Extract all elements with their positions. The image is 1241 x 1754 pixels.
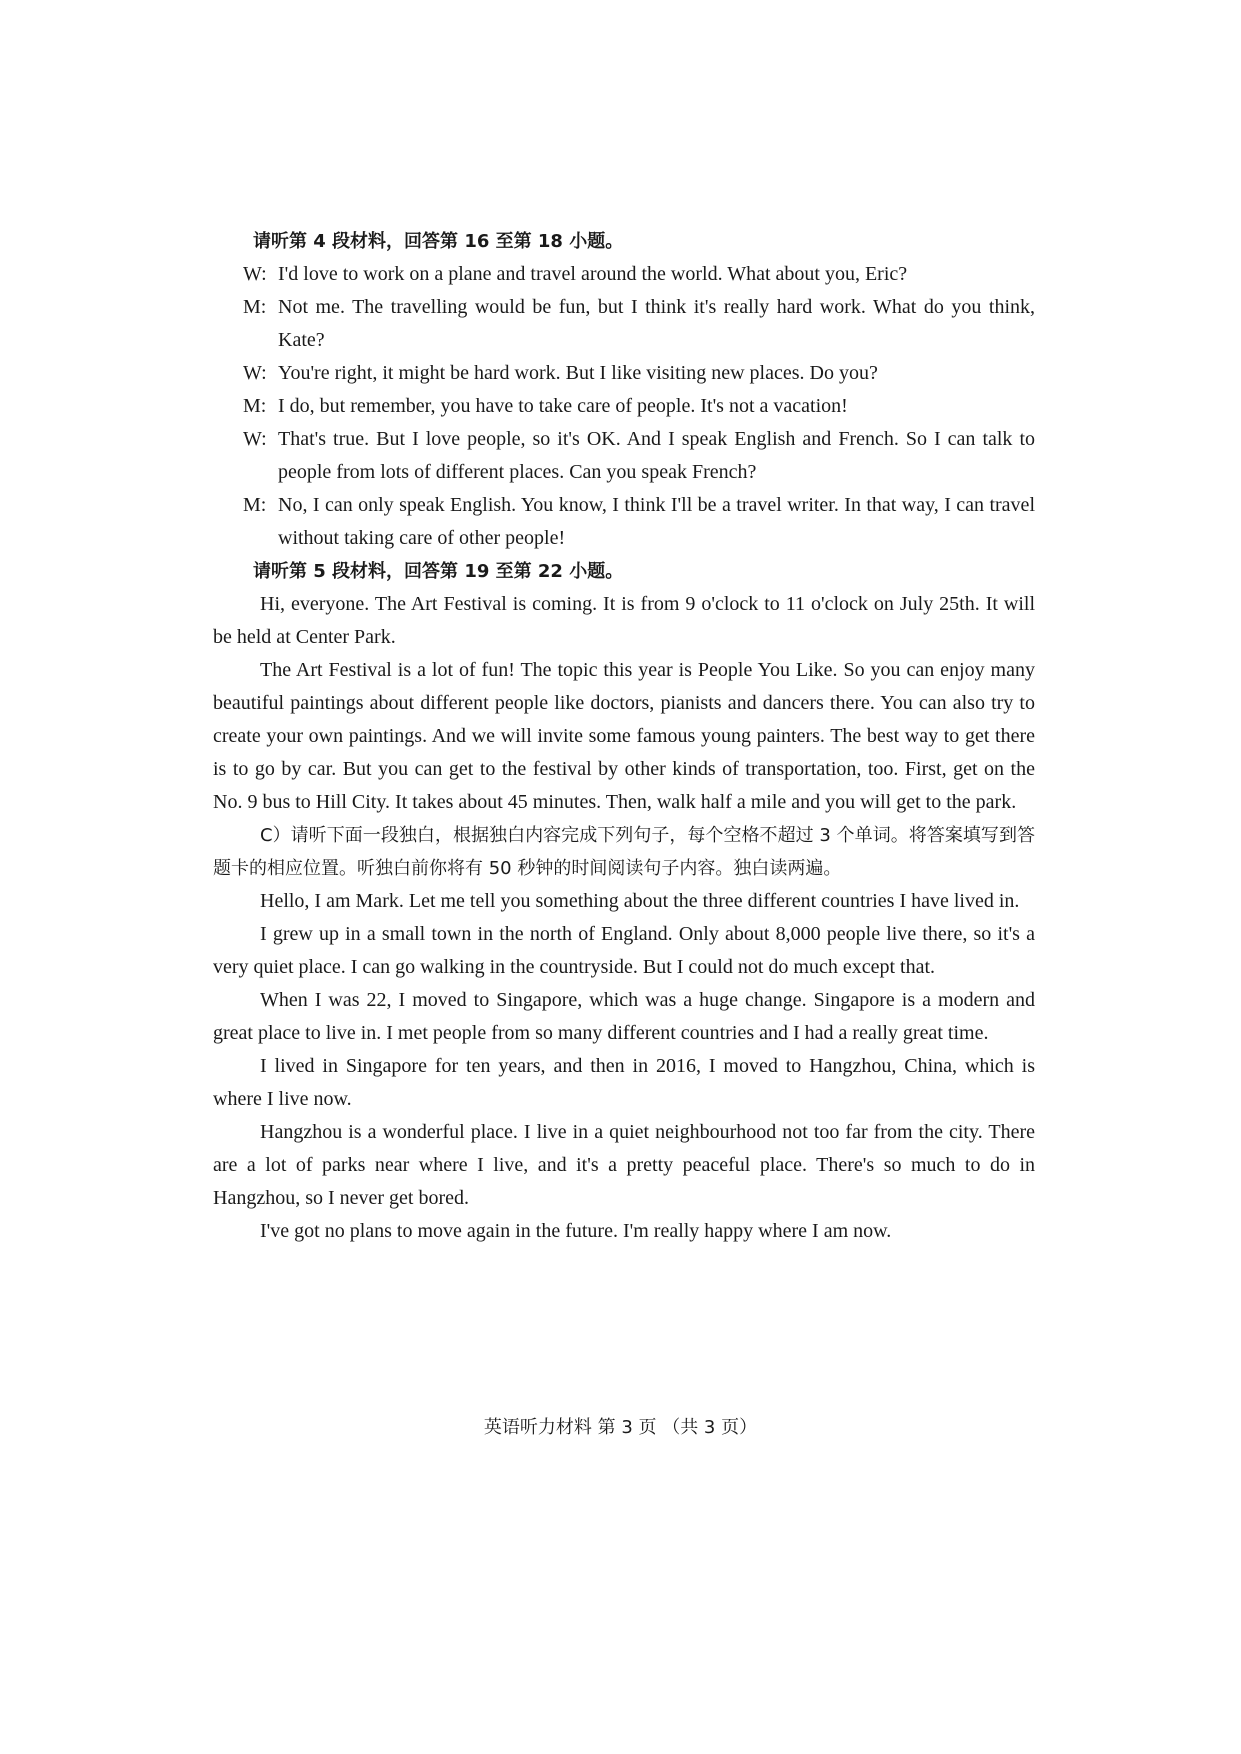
speaker-label: W: xyxy=(243,428,267,450)
speaker-label: M: xyxy=(243,296,267,318)
dialogue-text: I'd love to work on a plane and travel around the world. What about you, Eric? xyxy=(278,263,908,285)
dialogue-line xyxy=(243,291,1035,357)
dialogue-text: You're right, it might be hard work. But I like visiting new places. Do you? xyxy=(278,362,878,384)
monologue-paragraph: Hello, I am Mark. Let me tell you something about the three different countries I have lived in. xyxy=(260,890,1020,912)
dialogue-text: That's true. But I love people, so it's OK. And I speak English and French. So I can talk to people from lots of different places. Can you speak French? xyxy=(278,428,1035,483)
monologue-paragraph: I grew up in a small town in the north of England. Only about 8,000 people live there, so it's a very quiet place. I can go walking in the countryside. But I could not do much except that. xyxy=(213,923,1035,978)
dialogue-line xyxy=(243,357,1035,390)
dialogue-text: I do, but remember, you have to take care of people. It's not a vacation! xyxy=(278,395,848,417)
section4-dialogue xyxy=(213,258,1035,555)
speaker-label: M: xyxy=(243,494,267,516)
section5-paragraph: The Art Festival is a lot of fun! The topic this year is People You Like. So you can enjoy many beautiful paintings about different people like doctors, pianists and dancers there. You can also try to create your own paintings. And we will invite some famous young painters. The best way to get there is to go by car. But you can get to the festival by other kinds of transportation, too. First, get on the No. 9 bus to Hill City. It takes about 45 minutes. Then, walk half a mile and you will get to the park. xyxy=(213,659,1035,813)
monologue-paragraph: I lived in Singapore for ten years, and then in 2016, I moved to Hangzhou, China, which is where I live now. xyxy=(213,1055,1035,1110)
section5-paragraph: Hi, everyone. The Art Festival is coming. It is from 9 o'clock to 11 o'clock on July 25th. It will be held at Center Park. xyxy=(213,593,1035,648)
dialogue-line xyxy=(243,423,1035,489)
section4-heading: 请听第 4 段材料，回答第 16 至第 18 小题。 xyxy=(253,231,624,252)
page-footer: 英语听力材料 第 3 页 （共 3 页） xyxy=(483,1417,758,1438)
section5-heading: 请听第 5 段材料，回答第 19 至第 22 小题。 xyxy=(253,561,624,582)
dialogue-text: No, I can only speak English. You know, I think I'll be a travel writer. In that way, I can travel without taking care of other people! xyxy=(278,494,1035,549)
dialogue-line xyxy=(243,258,1035,291)
speaker-label: W: xyxy=(243,263,267,285)
dialogue-line xyxy=(243,390,1035,423)
dialogue-text: Not me. The travelling would be fun, but I think it's really hard work. What do you think, Kate? xyxy=(278,296,1035,351)
monologue-paragraph: I've got no plans to move again in the future. I'm really happy where I am now. xyxy=(260,1220,892,1242)
monologue-paragraph: When I was 22, I moved to Singapore, which was a huge change. Singapore is a modern and great place to live in. I met people from so many different countries and I had a really great time. xyxy=(213,989,1035,1044)
page-content xyxy=(213,225,1035,1248)
monologue-paragraph: Hangzhou is a wonderful place. I live in a quiet neighbourhood not too far from the city. There are a lot of parks near where I live, and it's a pretty peaceful place. There's so much to do in Hangzhou, so I never get bored. xyxy=(213,1121,1035,1209)
partC-instruction: C）请听下面一段独白，根据独白内容完成下列句子，每个空格不超过 3 个单词。将答案填写到答题卡的相应位置。听独白前你将有 50 秒钟的时间阅读句子内容。独白读两遍。 xyxy=(213,825,1035,879)
speaker-label: W: xyxy=(243,362,267,384)
speaker-label: M: xyxy=(243,395,267,417)
dialogue-line xyxy=(243,489,1035,555)
